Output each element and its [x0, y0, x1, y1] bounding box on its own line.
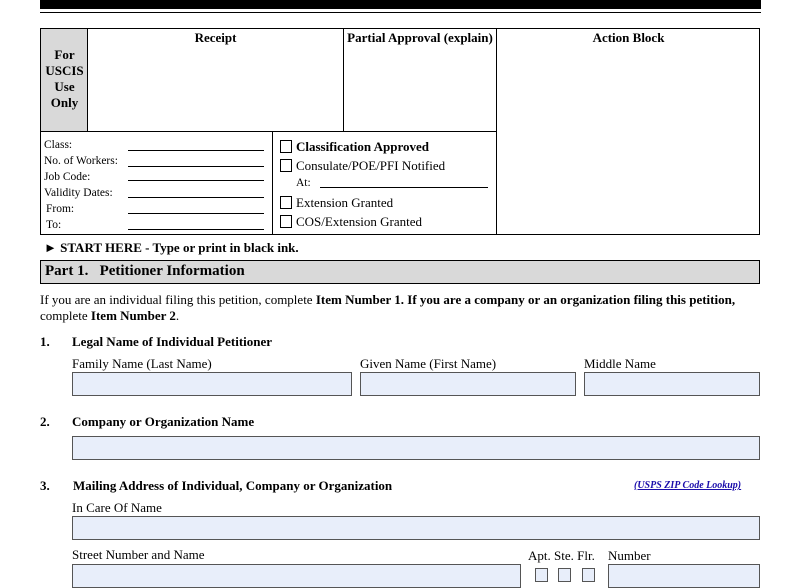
from-line	[128, 213, 264, 214]
header-thick-rule	[40, 0, 761, 9]
company-name-input[interactable]	[72, 436, 760, 460]
item-1-title: Legal Name of Individual Petitioner	[72, 334, 273, 349]
given-name-input[interactable]	[360, 372, 576, 396]
partial-approval-heading: Partial Approval (explain)	[347, 30, 493, 45]
street-input[interactable]	[72, 564, 521, 588]
usps-zip-lookup-link[interactable]: (USPS ZIP Code Lookup)	[634, 480, 742, 491]
job-code-line	[128, 180, 264, 181]
item-2-title: Company or Organization Name	[72, 414, 255, 429]
consulate-notified-label: Consulate/POE/PFI Notified	[296, 158, 446, 173]
job-code-label: Job Code:	[44, 171, 91, 183]
given-name-label: Given Name (First Name)	[360, 356, 497, 371]
middle-name-input[interactable]	[584, 372, 760, 396]
cos-extension-granted-label: COS/Extension Granted	[296, 214, 423, 229]
class-line	[128, 150, 264, 151]
class-label: Class:	[44, 139, 73, 151]
at-line	[320, 187, 488, 188]
validity-line	[128, 197, 264, 198]
workers-line	[128, 166, 264, 167]
part1-title: Part 1. Petitioner Information	[45, 263, 245, 279]
fields-divider	[272, 131, 273, 234]
middle-name-label: Middle Name	[584, 356, 656, 371]
unit-number-input[interactable]	[608, 564, 760, 588]
cos-extension-granted-checkbox[interactable]	[280, 215, 292, 228]
uscis-mid-rule	[41, 131, 497, 132]
in-care-of-label: In Care Of Name	[72, 500, 162, 515]
item-1-number: 1.	[40, 334, 50, 349]
in-care-of-input[interactable]	[72, 516, 760, 540]
workers-label: No. of Workers:	[44, 155, 118, 167]
header-thin-rule	[40, 12, 761, 13]
item-3-title: Mailing Address of Individual, Company or Organization	[73, 478, 393, 493]
family-name-label: Family Name (Last Name)	[72, 356, 212, 371]
classification-approved-label: Classification Approved	[296, 139, 430, 154]
to-line	[128, 229, 264, 230]
item-3-number: 3.	[40, 478, 50, 493]
receipt-heading: Receipt	[194, 30, 237, 45]
family-name-input[interactable]	[72, 372, 352, 396]
from-label: From:	[46, 203, 75, 215]
action-block-heading: Action Block	[592, 30, 665, 45]
number-label: Number	[608, 548, 651, 563]
classification-approved-checkbox[interactable]	[280, 140, 292, 153]
item-2-number: 2.	[40, 414, 50, 429]
to-label: To:	[46, 219, 62, 231]
validity-dates-label: Validity Dates:	[44, 187, 113, 199]
at-label: At:	[296, 177, 311, 189]
start-here-instruction: ► START HERE - Type or print in black ink.	[44, 240, 299, 255]
for-uscis-use-label: For USCIS Use Only	[45, 47, 84, 110]
part1-intro: If you are an individual filing this petition, complete Item Number 1. If you are a company or an organization filing this petition, complete Item Number 2.	[40, 292, 736, 323]
consulate-notified-checkbox[interactable]	[280, 159, 292, 172]
apt-ste-flr-label: Apt. Ste. Flr.	[528, 548, 595, 563]
extension-granted-label: Extension Granted	[296, 195, 394, 210]
street-label: Street Number and Name	[72, 547, 205, 562]
extension-granted-checkbox[interactable]	[280, 196, 292, 209]
